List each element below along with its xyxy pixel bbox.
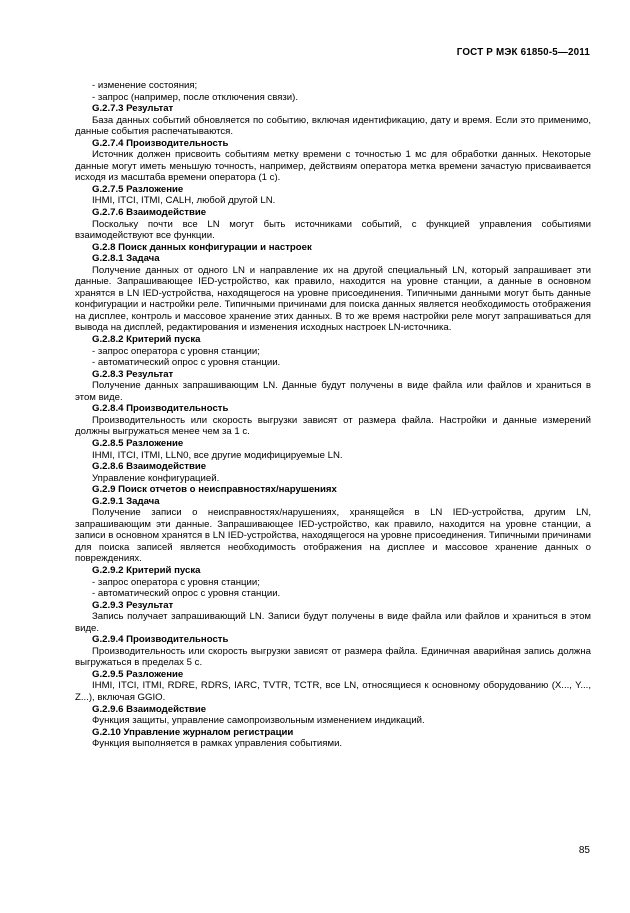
paragraph: Поскольку почти все LN могут быть источниками событий, с функцией управления событиями взаимодействуют все функции. bbox=[75, 218, 591, 242]
document-body bbox=[75, 80, 591, 750]
paragraph: IHMI, ITCI, ITMI, CALH, любой другой LN. bbox=[92, 195, 276, 207]
list-item: - запрос оператора с уровня станции; bbox=[92, 345, 260, 357]
section-heading: G.2.8.1 Задача bbox=[92, 253, 160, 265]
section-heading: G.2.9.5 Разложение bbox=[92, 668, 184, 680]
section-heading: G.2.8.3 Результат bbox=[92, 368, 174, 380]
section-heading: G.2.9 Поиск отчетов о неисправностях/нарушениях bbox=[92, 484, 337, 496]
section-heading: G.2.9.2 Критерий пуска bbox=[92, 564, 201, 576]
paragraph: Управление конфигурацией. bbox=[92, 472, 220, 484]
paragraph: IHMI, ITCI, ITMI, RDRE, RDRS, IARC, TVTR, TCTR, все LN, относящиеся к основному оборудованию (X..., Y..., Z...), включая GGIO. bbox=[75, 680, 591, 703]
list-item: - запрос оператора с уровня станции; bbox=[92, 576, 260, 588]
paragraph: База данных событий обновляется по событию, включая идентификацию, дату и время. Если это применимо, данные события распечатываются. bbox=[75, 114, 591, 138]
section-heading: G.2.9.1 Задача bbox=[92, 495, 160, 507]
list-item: - запрос (например, после отключения связи). bbox=[92, 91, 299, 103]
page-number: 85 bbox=[578, 845, 590, 856]
paragraph: Получение данных от одного LN и направление их на другой специальный LN, который запрашивает эти данные. Запрашивающее IED-устройство, как правило, находится на уровне станции, а данные в основном хранятся в LN IED-устройства, находящегося на уровне присоединения. Типичными данными могут быть данные конфигурации и настройки реле. Типичными причинами для поиска данных является необходимость отображения на дисплее, контроль и массовое хранение этих данных. В то же время настройки реле могут запрашиваться для вывода на дисплей, редактирования и изменения исходных настроек LN-источника. bbox=[75, 264, 591, 334]
list-item: - автоматический опрос с уровня станции. bbox=[92, 588, 281, 600]
section-heading: G.2.9.4 Производительность bbox=[92, 634, 229, 646]
paragraph: Источник должен присвоить событиям метку времени с точностью 1 мс для обработки данных. Некоторые данные могут иметь меньшую точность, например, действиям оператора метка времени зачастую присваивается исходя из масштаба времени оператора (1 с). bbox=[75, 149, 591, 184]
section-heading: G.2.9.3 Результат bbox=[92, 599, 174, 611]
section-heading: G.2.7.6 Взаимодействие bbox=[92, 207, 207, 219]
section-heading: G.2.8.6 Взаимодействие bbox=[92, 461, 207, 473]
section-heading: G.2.8 Поиск данных конфигурации и настроек bbox=[92, 241, 312, 253]
section-heading: G.2.10 Управление журналом регистрации bbox=[92, 726, 294, 738]
paragraph: Получение данных запрашивающим LN. Данные будут получены в виде файла или файлов и храниться в этом виде. bbox=[75, 380, 591, 403]
paragraph: Функция защиты, управление самопроизвольным изменением индикаций. bbox=[92, 715, 425, 727]
section-heading: G.2.7.4 Производительность bbox=[92, 137, 229, 149]
list-item: - изменение состояния; bbox=[92, 80, 198, 91]
paragraph: Производительность или скорость выгрузки зависят от размера файла. Единичная аварийная запись должна выгружаться в пределах 5 с. bbox=[75, 645, 591, 669]
list-item: - автоматический опрос с уровня станции. bbox=[92, 357, 281, 369]
section-heading: G.2.8.2 Критерий пуска bbox=[92, 334, 201, 346]
section-heading: G.2.7.5 Разложение bbox=[92, 183, 184, 195]
paragraph: Производительность или скорость выгрузки зависят от размера файла. Настройки и данные измерений должны выгружаться менее чем за 1 с. bbox=[75, 414, 591, 438]
paragraph: Запись получает запрашивающий LN. Записи будут получены в виде файла или файлов и храниться в этом виде. bbox=[75, 611, 591, 634]
section-heading: G.2.7.3 Результат bbox=[92, 103, 174, 115]
paragraph: Функция выполняется в рамках управления событиями. bbox=[92, 738, 343, 750]
section-heading: G.2.9.6 Взаимодействие bbox=[92, 703, 207, 715]
paragraph: IHMI, ITCI, ITMI, LLN0, все другие модифицируемые LN. bbox=[92, 449, 343, 461]
section-heading: G.2.8.5 Разложение bbox=[92, 437, 184, 449]
document-header: ГОСТ Р МЭК 61850-5—2011 bbox=[456, 47, 590, 58]
section-heading: G.2.8.4 Производительность bbox=[92, 403, 229, 415]
paragraph: Получение записи о неисправностях/нарушениях, хранящейся в LN IED-устройства, другим LN, запрашивающим эти данные. Запрашивающее IED-устройство, как правило, находится на уровне станции, а записи в основном хранятся в LN IED-устройства, находящегося на уровне присоединения. Типичными причинами для поиска записей является необходимость отображения на дисплее и массовое хранение данных о повреждениях. bbox=[75, 507, 591, 565]
